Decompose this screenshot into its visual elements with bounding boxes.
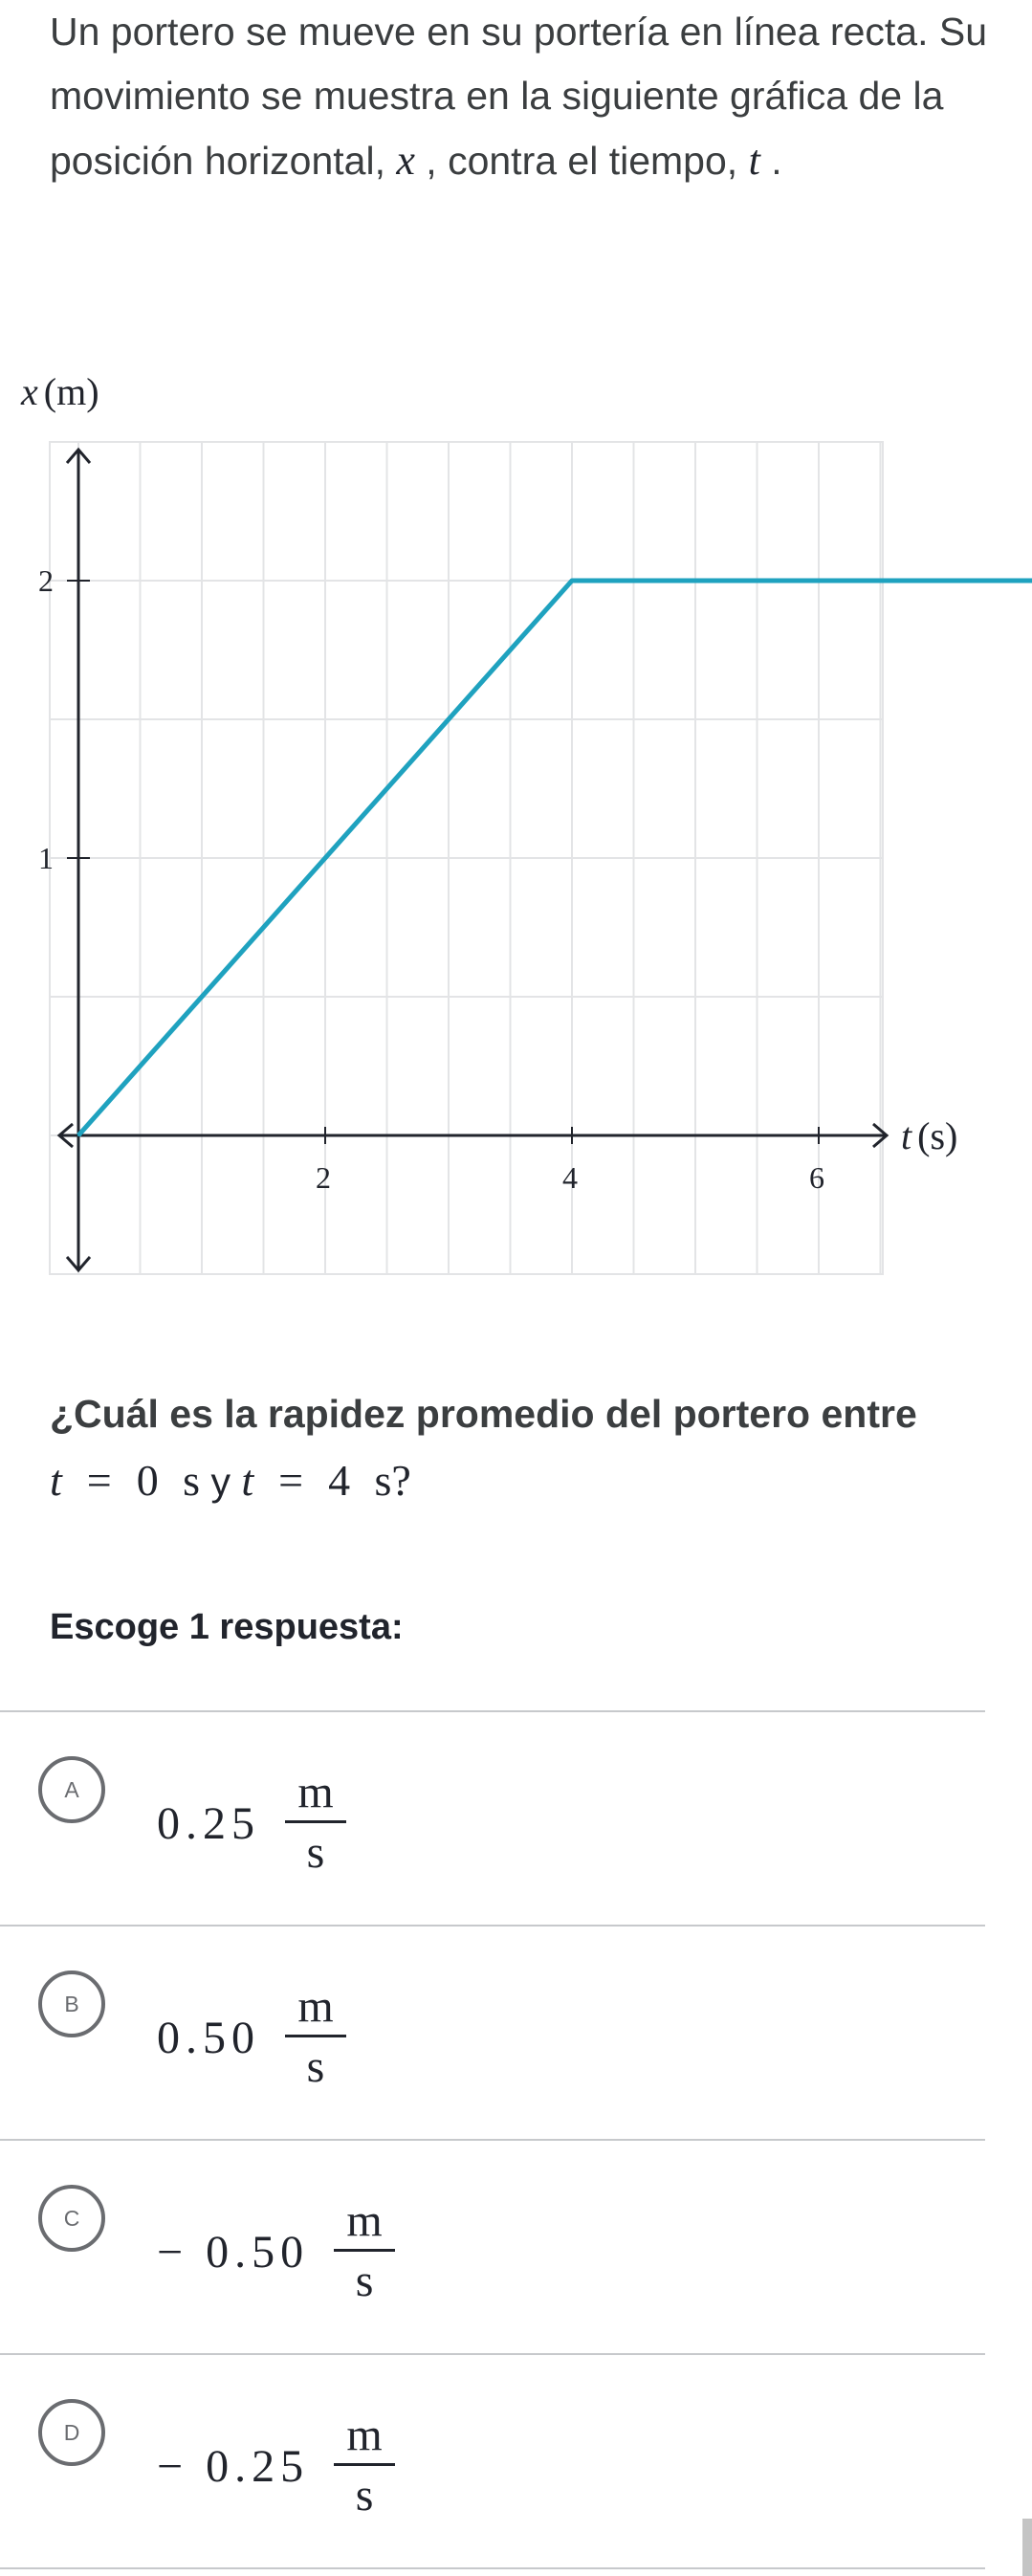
unit-fraction [334, 2408, 395, 2525]
y-axis-label: x (m) [21, 370, 99, 413]
x-tick-label: 4 [562, 1160, 582, 1195]
data-point [571, 580, 573, 582]
choice-d-answer [157, 2399, 395, 2533]
choice-d[interactable] [0, 2353, 985, 2569]
choose-label: Escoge 1 respuesta: [50, 1607, 404, 1647]
problem-statement [50, 0, 987, 193]
choice-a-answer [157, 1756, 346, 1890]
x-tick-label: 6 [809, 1160, 828, 1195]
unit-numerator: m [297, 1980, 334, 2032]
t2-val: 4 [328, 1456, 351, 1505]
t1-eq: = [86, 1456, 112, 1505]
data-point [77, 1134, 79, 1136]
x-tick-label: 2 [316, 1160, 335, 1195]
choice-b-answer [157, 1971, 346, 2104]
unit-numerator: m [346, 2194, 383, 2246]
x-axis-label: t (s) [901, 1114, 958, 1157]
t2-var: t [241, 1456, 254, 1505]
choice-c[interactable] [0, 2139, 985, 2353]
choice-b-bubble[interactable]: B [38, 1971, 105, 2037]
question-prefix: ¿Cuál es la rapidez promedio del portero entre [50, 1392, 917, 1436]
answer-choices [0, 1710, 985, 2569]
choice-a[interactable] [0, 1710, 985, 1925]
y-tick-label: 2 [38, 563, 54, 598]
t2-unit: s? [374, 1456, 411, 1505]
choice-c-bubble[interactable]: C [38, 2185, 105, 2252]
unit-fraction [285, 1979, 346, 2097]
unit-fraction [285, 1765, 346, 1882]
intro-text: Un portero se mueve en su portería en línea recta. Su movimiento se muestra en la siguiente gráfica de la posición horizontal, [50, 10, 987, 183]
intro-text-end: . [759, 139, 782, 183]
choice-b[interactable] [0, 1925, 985, 2139]
t1-var: t [50, 1456, 62, 1505]
choice-a-value: 0.25 [157, 1797, 260, 1849]
var-x: x [396, 137, 415, 184]
var-t: t [748, 137, 760, 184]
t1-val: 0 [136, 1456, 159, 1505]
question-text [50, 1380, 987, 1515]
unit-denominator: s [355, 2469, 374, 2521]
unit-numerator: m [297, 1766, 334, 1817]
choice-c-value: − 0.50 [157, 2226, 310, 2278]
intro-text-mid: , contra el tiempo, [414, 139, 749, 183]
choice-c-answer [157, 2185, 395, 2319]
chart-svg [0, 354, 1032, 1291]
choice-d-bubble[interactable]: D [38, 2399, 105, 2466]
t1-unit: s [183, 1456, 201, 1505]
unit-numerator: m [346, 2409, 383, 2460]
unit-denominator: s [355, 2255, 374, 2306]
unit-denominator: s [306, 1826, 325, 1878]
choice-a-bubble[interactable]: A [38, 1756, 105, 1823]
conj: y [210, 1460, 231, 1504]
choice-b-value: 0.50 [157, 2012, 260, 2063]
unit-denominator: s [306, 2040, 325, 2092]
scrollbar-thumb[interactable] [1022, 2519, 1032, 2576]
y-tick-label: 1 [38, 841, 54, 875]
position-time-chart [0, 354, 1032, 1291]
choice-d-value: − 0.25 [157, 2440, 310, 2492]
t2-eq: = [278, 1456, 304, 1505]
unit-fraction [334, 2193, 395, 2311]
